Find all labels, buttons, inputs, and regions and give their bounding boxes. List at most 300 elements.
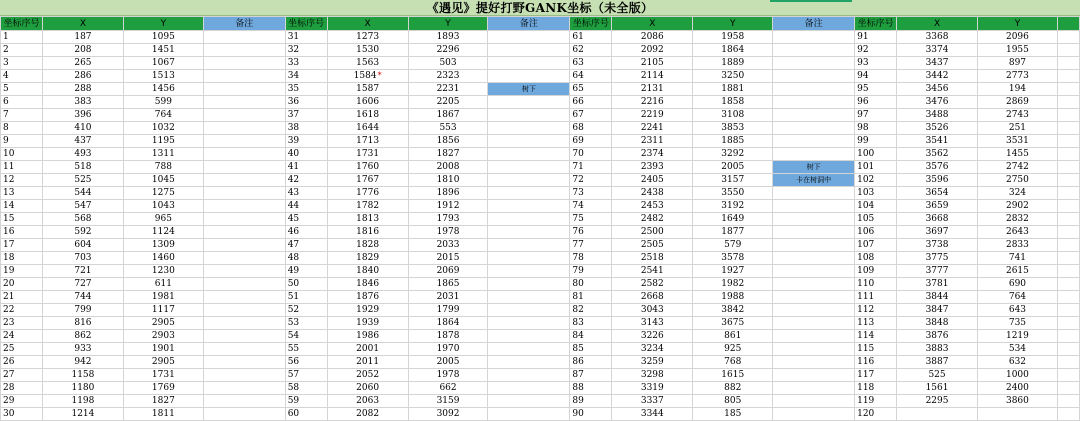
coord-index-cell[interactable]: 68 xyxy=(570,122,612,135)
coord-index-cell[interactable]: 98 xyxy=(855,122,897,135)
x-value-cell[interactable]: 286 xyxy=(42,70,123,83)
coord-index-cell[interactable]: 27 xyxy=(1,369,43,382)
note-cell[interactable] xyxy=(203,304,285,317)
empty-cell[interactable] xyxy=(1057,226,1079,239)
x-value-cell[interactable]: 2453 xyxy=(612,200,693,213)
y-value-cell[interactable]: 3550 xyxy=(693,187,773,200)
x-value-cell[interactable]: 3442 xyxy=(897,70,978,83)
y-value-cell[interactable]: 1230 xyxy=(123,265,203,278)
coord-index-cell[interactable]: 74 xyxy=(570,200,612,213)
note-cell[interactable] xyxy=(488,265,570,278)
x-value-cell[interactable] xyxy=(897,408,978,421)
x-value-cell[interactable]: 799 xyxy=(42,304,123,317)
coord-index-cell[interactable]: 32 xyxy=(285,44,327,57)
x-value-cell[interactable]: 2668 xyxy=(612,291,693,304)
coord-index-cell[interactable]: 11 xyxy=(1,161,43,174)
note-cell[interactable] xyxy=(773,330,855,343)
y-value-cell[interactable]: 2005 xyxy=(408,356,488,369)
note-cell[interactable] xyxy=(203,265,285,278)
note-cell[interactable] xyxy=(488,356,570,369)
empty-cell[interactable] xyxy=(1057,44,1079,57)
coord-index-cell[interactable]: 23 xyxy=(1,317,43,330)
coord-index-cell[interactable]: 31 xyxy=(285,31,327,44)
coord-index-cell[interactable]: 111 xyxy=(855,291,897,304)
x-value-cell[interactable]: 3368 xyxy=(897,31,978,44)
x-value-cell[interactable]: 3781 xyxy=(897,278,978,291)
coord-index-cell[interactable]: 49 xyxy=(285,265,327,278)
note-cell[interactable] xyxy=(488,226,570,239)
coord-index-cell[interactable]: 104 xyxy=(855,200,897,213)
header-index[interactable]: 坐标序号 xyxy=(1,17,43,31)
x-value-cell[interactable]: 518 xyxy=(42,161,123,174)
note-cell[interactable] xyxy=(203,382,285,395)
x-value-cell[interactable]: 3337 xyxy=(612,395,693,408)
coord-index-cell[interactable]: 87 xyxy=(570,369,612,382)
y-value-cell[interactable]: 1858 xyxy=(693,96,773,109)
note-cell[interactable] xyxy=(488,369,570,382)
note-cell[interactable] xyxy=(203,408,285,421)
x-value-cell[interactable]: 1606 xyxy=(327,96,408,109)
empty-cell[interactable] xyxy=(1057,239,1079,252)
x-value-cell[interactable]: 2082 xyxy=(327,408,408,421)
y-value-cell[interactable]: 3860 xyxy=(977,395,1057,408)
x-value-cell[interactable]: 2216 xyxy=(612,96,693,109)
note-cell[interactable] xyxy=(203,57,285,70)
x-value-cell[interactable]: 2541 xyxy=(612,265,693,278)
x-value-cell[interactable]: 493 xyxy=(42,148,123,161)
coord-index-cell[interactable]: 91 xyxy=(855,31,897,44)
coord-index-cell[interactable]: 103 xyxy=(855,187,897,200)
y-value-cell[interactable]: 2905 xyxy=(123,317,203,330)
y-value-cell[interactable]: 2069 xyxy=(408,265,488,278)
coord-index-cell[interactable]: 56 xyxy=(285,356,327,369)
y-value-cell[interactable]: 1799 xyxy=(408,304,488,317)
x-value-cell[interactable]: 3456 xyxy=(897,83,978,96)
empty-cell[interactable] xyxy=(1057,31,1079,44)
note-cell[interactable] xyxy=(488,187,570,200)
x-value-cell[interactable]: 3437 xyxy=(897,57,978,70)
empty-cell[interactable] xyxy=(1057,278,1079,291)
y-value-cell[interactable]: 611 xyxy=(123,278,203,291)
x-value-cell[interactable]: 3697 xyxy=(897,226,978,239)
x-value-cell[interactable]: 2063 xyxy=(327,395,408,408)
empty-cell[interactable] xyxy=(1057,70,1079,83)
note-cell[interactable] xyxy=(203,31,285,44)
x-value-cell[interactable]: 3844 xyxy=(897,291,978,304)
y-value-cell[interactable]: 3531 xyxy=(977,135,1057,148)
y-value-cell[interactable]: 1032 xyxy=(123,122,203,135)
header-y[interactable]: Y xyxy=(408,17,488,31)
y-value-cell[interactable]: 1978 xyxy=(408,369,488,382)
x-value-cell[interactable]: 1939 xyxy=(327,317,408,330)
coord-index-cell[interactable]: 51 xyxy=(285,291,327,304)
y-value-cell[interactable]: 925 xyxy=(693,343,773,356)
y-value-cell[interactable]: 1988 xyxy=(693,291,773,304)
y-value-cell[interactable]: 1811 xyxy=(123,408,203,421)
x-value-cell[interactable]: 1158 xyxy=(42,369,123,382)
coord-index-cell[interactable]: 7 xyxy=(1,109,43,122)
y-value-cell[interactable]: 2005 xyxy=(693,161,773,174)
y-value-cell[interactable]: 882 xyxy=(693,382,773,395)
note-cell[interactable] xyxy=(488,31,570,44)
x-value-cell[interactable]: 1587 xyxy=(327,83,408,96)
x-value-cell[interactable]: 2114 xyxy=(612,70,693,83)
x-value-cell[interactable]: 2241 xyxy=(612,122,693,135)
x-value-cell[interactable]: 2500 xyxy=(612,226,693,239)
note-cell[interactable] xyxy=(203,226,285,239)
coord-index-cell[interactable]: 5 xyxy=(1,83,43,96)
header-index[interactable]: 坐标序号 xyxy=(855,17,897,31)
coord-index-cell[interactable]: 22 xyxy=(1,304,43,317)
y-value-cell[interactable]: 1000 xyxy=(977,369,1057,382)
note-cell[interactable] xyxy=(773,31,855,44)
coord-index-cell[interactable]: 76 xyxy=(570,226,612,239)
x-value-cell[interactable]: 1776 xyxy=(327,187,408,200)
x-value-cell[interactable]: 942 xyxy=(42,356,123,369)
x-value-cell[interactable]: 3876 xyxy=(897,330,978,343)
y-value-cell[interactable]: 194 xyxy=(977,83,1057,96)
header-x[interactable]: X xyxy=(612,17,693,31)
empty-cell[interactable] xyxy=(1057,135,1079,148)
y-value-cell[interactable]: 1827 xyxy=(123,395,203,408)
note-cell[interactable] xyxy=(203,122,285,135)
note-cell[interactable] xyxy=(773,148,855,161)
y-value-cell[interactable]: 2742 xyxy=(977,161,1057,174)
x-value-cell[interactable]: 3234 xyxy=(612,343,693,356)
y-value-cell[interactable]: 2905 xyxy=(123,356,203,369)
y-value-cell[interactable]: 3853 xyxy=(693,122,773,135)
coord-index-cell[interactable]: 10 xyxy=(1,148,43,161)
x-value-cell[interactable]: 2092 xyxy=(612,44,693,57)
coord-index-cell[interactable]: 61 xyxy=(570,31,612,44)
x-value-cell[interactable]: 3847 xyxy=(897,304,978,317)
note-cell[interactable] xyxy=(203,213,285,226)
y-value-cell[interactable]: 1981 xyxy=(123,291,203,304)
x-value-cell[interactable]: 187 xyxy=(42,31,123,44)
y-value-cell[interactable]: 2643 xyxy=(977,226,1057,239)
note-cell[interactable] xyxy=(773,304,855,317)
y-value-cell[interactable]: 965 xyxy=(123,213,203,226)
y-value-cell[interactable]: 1827 xyxy=(408,148,488,161)
y-value-cell[interactable]: 3092 xyxy=(408,408,488,421)
x-value-cell[interactable]: 1767 xyxy=(327,174,408,187)
y-value-cell[interactable]: 1117 xyxy=(123,304,203,317)
note-cell[interactable] xyxy=(488,44,570,57)
x-value-cell[interactable]: 3775 xyxy=(897,252,978,265)
x-value-cell[interactable]: 2393 xyxy=(612,161,693,174)
coord-index-cell[interactable]: 52 xyxy=(285,304,327,317)
note-cell[interactable] xyxy=(773,408,855,421)
coord-index-cell[interactable]: 54 xyxy=(285,330,327,343)
x-value-cell[interactable]: 1986 xyxy=(327,330,408,343)
coord-index-cell[interactable]: 46 xyxy=(285,226,327,239)
empty-cell[interactable] xyxy=(1057,187,1079,200)
y-value-cell[interactable]: 2205 xyxy=(408,96,488,109)
note-cell[interactable] xyxy=(203,330,285,343)
coord-index-cell[interactable]: 99 xyxy=(855,135,897,148)
x-value-cell[interactable]: 3526 xyxy=(897,122,978,135)
y-value-cell[interactable]: 2833 xyxy=(977,239,1057,252)
x-value-cell[interactable]: 744 xyxy=(42,291,123,304)
coord-index-cell[interactable]: 70 xyxy=(570,148,612,161)
coord-index-cell[interactable]: 115 xyxy=(855,343,897,356)
note-cell[interactable] xyxy=(488,330,570,343)
coord-index-cell[interactable]: 40 xyxy=(285,148,327,161)
x-value-cell[interactable]: 3654 xyxy=(897,187,978,200)
y-value-cell[interactable]: 788 xyxy=(123,161,203,174)
note-cell[interactable] xyxy=(488,200,570,213)
note-cell[interactable] xyxy=(773,395,855,408)
x-value-cell[interactable]: 3374 xyxy=(897,44,978,57)
comment-marker-icon[interactable]: * xyxy=(377,71,382,80)
note-cell[interactable] xyxy=(203,369,285,382)
note-cell[interactable] xyxy=(203,148,285,161)
x-value-cell[interactable]: 727 xyxy=(42,278,123,291)
x-value-cell[interactable]: 1782 xyxy=(327,200,408,213)
coord-index-cell[interactable]: 34 xyxy=(285,70,327,83)
y-value-cell[interactable]: 1885 xyxy=(693,135,773,148)
coord-index-cell[interactable]: 64 xyxy=(570,70,612,83)
y-value-cell[interactable]: 1958 xyxy=(693,31,773,44)
note-cell[interactable] xyxy=(203,44,285,57)
x-value-cell[interactable]: 1846 xyxy=(327,278,408,291)
x-value-cell[interactable]: 2582 xyxy=(612,278,693,291)
coord-index-cell[interactable]: 33 xyxy=(285,57,327,70)
x-value-cell[interactable]: 721 xyxy=(42,265,123,278)
note-cell[interactable] xyxy=(773,356,855,369)
y-value-cell[interactable]: 632 xyxy=(977,356,1057,369)
x-value-cell[interactable]: 288 xyxy=(42,83,123,96)
note-cell[interactable] xyxy=(773,83,855,96)
x-value-cell[interactable]: 2001 xyxy=(327,343,408,356)
empty-cell[interactable] xyxy=(1057,291,1079,304)
x-value-cell[interactable]: 3319 xyxy=(612,382,693,395)
coord-index-cell[interactable]: 108 xyxy=(855,252,897,265)
coord-index-cell[interactable]: 113 xyxy=(855,317,897,330)
x-value-cell[interactable]: 3541 xyxy=(897,135,978,148)
y-value-cell[interactable]: 1455 xyxy=(977,148,1057,161)
coord-index-cell[interactable]: 28 xyxy=(1,382,43,395)
y-value-cell[interactable]: 2615 xyxy=(977,265,1057,278)
y-value-cell[interactable]: 897 xyxy=(977,57,1057,70)
header-x[interactable]: X xyxy=(327,17,408,31)
header-y[interactable]: Y xyxy=(977,17,1057,31)
y-value-cell[interactable]: 1309 xyxy=(123,239,203,252)
y-value-cell[interactable]: 1451 xyxy=(123,44,203,57)
note-cell[interactable] xyxy=(488,382,570,395)
x-value-cell[interactable]: 3777 xyxy=(897,265,978,278)
x-value-cell[interactable]: 3344 xyxy=(612,408,693,421)
coord-index-cell[interactable]: 102 xyxy=(855,174,897,187)
x-value-cell[interactable]: 547 xyxy=(42,200,123,213)
empty-cell[interactable] xyxy=(1057,161,1079,174)
coord-index-cell[interactable]: 107 xyxy=(855,239,897,252)
note-cell[interactable] xyxy=(203,161,285,174)
y-value-cell[interactable] xyxy=(977,408,1057,421)
coord-index-cell[interactable]: 62 xyxy=(570,44,612,57)
y-value-cell[interactable]: 3842 xyxy=(693,304,773,317)
coord-index-cell[interactable]: 120 xyxy=(855,408,897,421)
coord-index-cell[interactable]: 79 xyxy=(570,265,612,278)
coord-index-cell[interactable]: 59 xyxy=(285,395,327,408)
y-value-cell[interactable]: 1124 xyxy=(123,226,203,239)
header-y[interactable]: Y xyxy=(123,17,203,31)
coord-index-cell[interactable]: 81 xyxy=(570,291,612,304)
x-value-cell[interactable]: 2219 xyxy=(612,109,693,122)
empty-cell[interactable] xyxy=(1057,330,1079,343)
x-value-cell[interactable]: 1731 xyxy=(327,148,408,161)
x-value-cell[interactable]: 3668 xyxy=(897,213,978,226)
coord-index-cell[interactable]: 36 xyxy=(285,96,327,109)
y-value-cell[interactable]: 599 xyxy=(123,96,203,109)
x-value-cell[interactable]: 3883 xyxy=(897,343,978,356)
x-value-cell[interactable]: 2405 xyxy=(612,174,693,187)
y-value-cell[interactable]: 1460 xyxy=(123,252,203,265)
y-value-cell[interactable]: 1901 xyxy=(123,343,203,356)
coord-index-cell[interactable]: 55 xyxy=(285,343,327,356)
coord-index-cell[interactable]: 19 xyxy=(1,265,43,278)
header-x[interactable]: X xyxy=(897,17,978,31)
coord-index-cell[interactable]: 2 xyxy=(1,44,43,57)
y-value-cell[interactable]: 1045 xyxy=(123,174,203,187)
coord-index-cell[interactable]: 18 xyxy=(1,252,43,265)
x-value-cell[interactable]: 3259 xyxy=(612,356,693,369)
note-cell[interactable] xyxy=(773,96,855,109)
coord-index-cell[interactable]: 92 xyxy=(855,44,897,57)
coord-index-cell[interactable]: 119 xyxy=(855,395,897,408)
y-value-cell[interactable]: 324 xyxy=(977,187,1057,200)
note-cell[interactable] xyxy=(203,187,285,200)
y-value-cell[interactable]: 1927 xyxy=(693,265,773,278)
x-value-cell[interactable]: 1829 xyxy=(327,252,408,265)
x-value-cell[interactable]: 437 xyxy=(42,135,123,148)
y-value-cell[interactable]: 1810 xyxy=(408,174,488,187)
x-value-cell[interactable]: 3298 xyxy=(612,369,693,382)
coord-index-cell[interactable]: 4 xyxy=(1,70,43,83)
coord-index-cell[interactable]: 6 xyxy=(1,96,43,109)
y-value-cell[interactable]: 861 xyxy=(693,330,773,343)
y-value-cell[interactable]: 1865 xyxy=(408,278,488,291)
header-note[interactable]: 备注 xyxy=(773,17,855,31)
note-cell[interactable] xyxy=(203,239,285,252)
y-value-cell[interactable]: 1731 xyxy=(123,369,203,382)
coord-index-cell[interactable]: 60 xyxy=(285,408,327,421)
empty-cell[interactable] xyxy=(1057,317,1079,330)
coord-index-cell[interactable]: 88 xyxy=(570,382,612,395)
y-value-cell[interactable]: 1881 xyxy=(693,83,773,96)
note-cell[interactable] xyxy=(488,161,570,174)
empty-cell[interactable] xyxy=(1057,109,1079,122)
coord-index-cell[interactable]: 13 xyxy=(1,187,43,200)
y-value-cell[interactable]: 3108 xyxy=(693,109,773,122)
coord-index-cell[interactable]: 84 xyxy=(570,330,612,343)
coord-index-cell[interactable]: 86 xyxy=(570,356,612,369)
x-value-cell[interactable]: 1929 xyxy=(327,304,408,317)
y-value-cell[interactable]: 1311 xyxy=(123,148,203,161)
x-value-cell[interactable]: 3562 xyxy=(897,148,978,161)
note-cell[interactable] xyxy=(488,96,570,109)
y-value-cell[interactable]: 3157 xyxy=(693,174,773,187)
note-cell[interactable] xyxy=(203,343,285,356)
coord-index-cell[interactable]: 16 xyxy=(1,226,43,239)
coord-index-cell[interactable]: 47 xyxy=(285,239,327,252)
note-cell[interactable] xyxy=(203,317,285,330)
x-value-cell[interactable]: 1563 xyxy=(327,57,408,70)
coord-index-cell[interactable]: 9 xyxy=(1,135,43,148)
coord-index-cell[interactable]: 37 xyxy=(285,109,327,122)
note-cell[interactable] xyxy=(488,343,570,356)
x-value-cell[interactable]: 3143 xyxy=(612,317,693,330)
x-value-cell[interactable]: 2105 xyxy=(612,57,693,70)
empty-cell[interactable] xyxy=(1057,369,1079,382)
y-value-cell[interactable]: 2323 xyxy=(408,70,488,83)
x-value-cell[interactable]: 3576 xyxy=(897,161,978,174)
coord-index-cell[interactable]: 90 xyxy=(570,408,612,421)
y-value-cell[interactable]: 735 xyxy=(977,317,1057,330)
y-value-cell[interactable]: 553 xyxy=(408,122,488,135)
empty-cell[interactable] xyxy=(1057,57,1079,70)
x-value-cell[interactable]: 1713 xyxy=(327,135,408,148)
note-cell[interactable] xyxy=(203,252,285,265)
coord-index-cell[interactable]: 101 xyxy=(855,161,897,174)
coord-index-cell[interactable]: 89 xyxy=(570,395,612,408)
header-y[interactable]: Y xyxy=(693,17,773,31)
x-value-cell[interactable]: 1273 xyxy=(327,31,408,44)
y-value-cell[interactable]: 1649 xyxy=(693,213,773,226)
y-value-cell[interactable]: 1878 xyxy=(408,330,488,343)
y-value-cell[interactable]: 1893 xyxy=(408,31,488,44)
coord-index-cell[interactable]: 80 xyxy=(570,278,612,291)
empty-cell[interactable] xyxy=(1057,408,1079,421)
note-cell[interactable] xyxy=(488,252,570,265)
note-cell[interactable] xyxy=(773,369,855,382)
note-cell[interactable] xyxy=(203,291,285,304)
y-value-cell[interactable]: 1982 xyxy=(693,278,773,291)
x-value-cell[interactable]: 383 xyxy=(42,96,123,109)
x-value-cell[interactable]: 3043 xyxy=(612,304,693,317)
y-value-cell[interactable]: 2773 xyxy=(977,70,1057,83)
coord-index-cell[interactable]: 78 xyxy=(570,252,612,265)
x-value-cell[interactable]: 1828 xyxy=(327,239,408,252)
y-value-cell[interactable]: 1793 xyxy=(408,213,488,226)
empty-cell[interactable] xyxy=(1057,148,1079,161)
note-cell[interactable] xyxy=(773,239,855,252)
y-value-cell[interactable]: 1896 xyxy=(408,187,488,200)
x-value-cell[interactable]: 1813 xyxy=(327,213,408,226)
coord-index-cell[interactable]: 85 xyxy=(570,343,612,356)
y-value-cell[interactable]: 3675 xyxy=(693,317,773,330)
note-cell[interactable] xyxy=(488,317,570,330)
x-value-cell[interactable]: 3476 xyxy=(897,96,978,109)
x-value-cell[interactable]: 1584* xyxy=(327,70,408,83)
note-cell[interactable] xyxy=(488,278,570,291)
empty-cell[interactable] xyxy=(1057,174,1079,187)
note-cell[interactable] xyxy=(773,278,855,291)
coord-index-cell[interactable]: 72 xyxy=(570,174,612,187)
x-value-cell[interactable]: 2374 xyxy=(612,148,693,161)
note-cell[interactable] xyxy=(488,148,570,161)
note-cell[interactable] xyxy=(203,395,285,408)
note-cell[interactable] xyxy=(773,135,855,148)
y-value-cell[interactable]: 805 xyxy=(693,395,773,408)
note-cell[interactable] xyxy=(773,382,855,395)
y-value-cell[interactable]: 3292 xyxy=(693,148,773,161)
note-cell[interactable] xyxy=(773,109,855,122)
x-value-cell[interactable]: 1180 xyxy=(42,382,123,395)
y-value-cell[interactable]: 2903 xyxy=(123,330,203,343)
note-cell[interactable] xyxy=(203,174,285,187)
y-value-cell[interactable]: 579 xyxy=(693,239,773,252)
